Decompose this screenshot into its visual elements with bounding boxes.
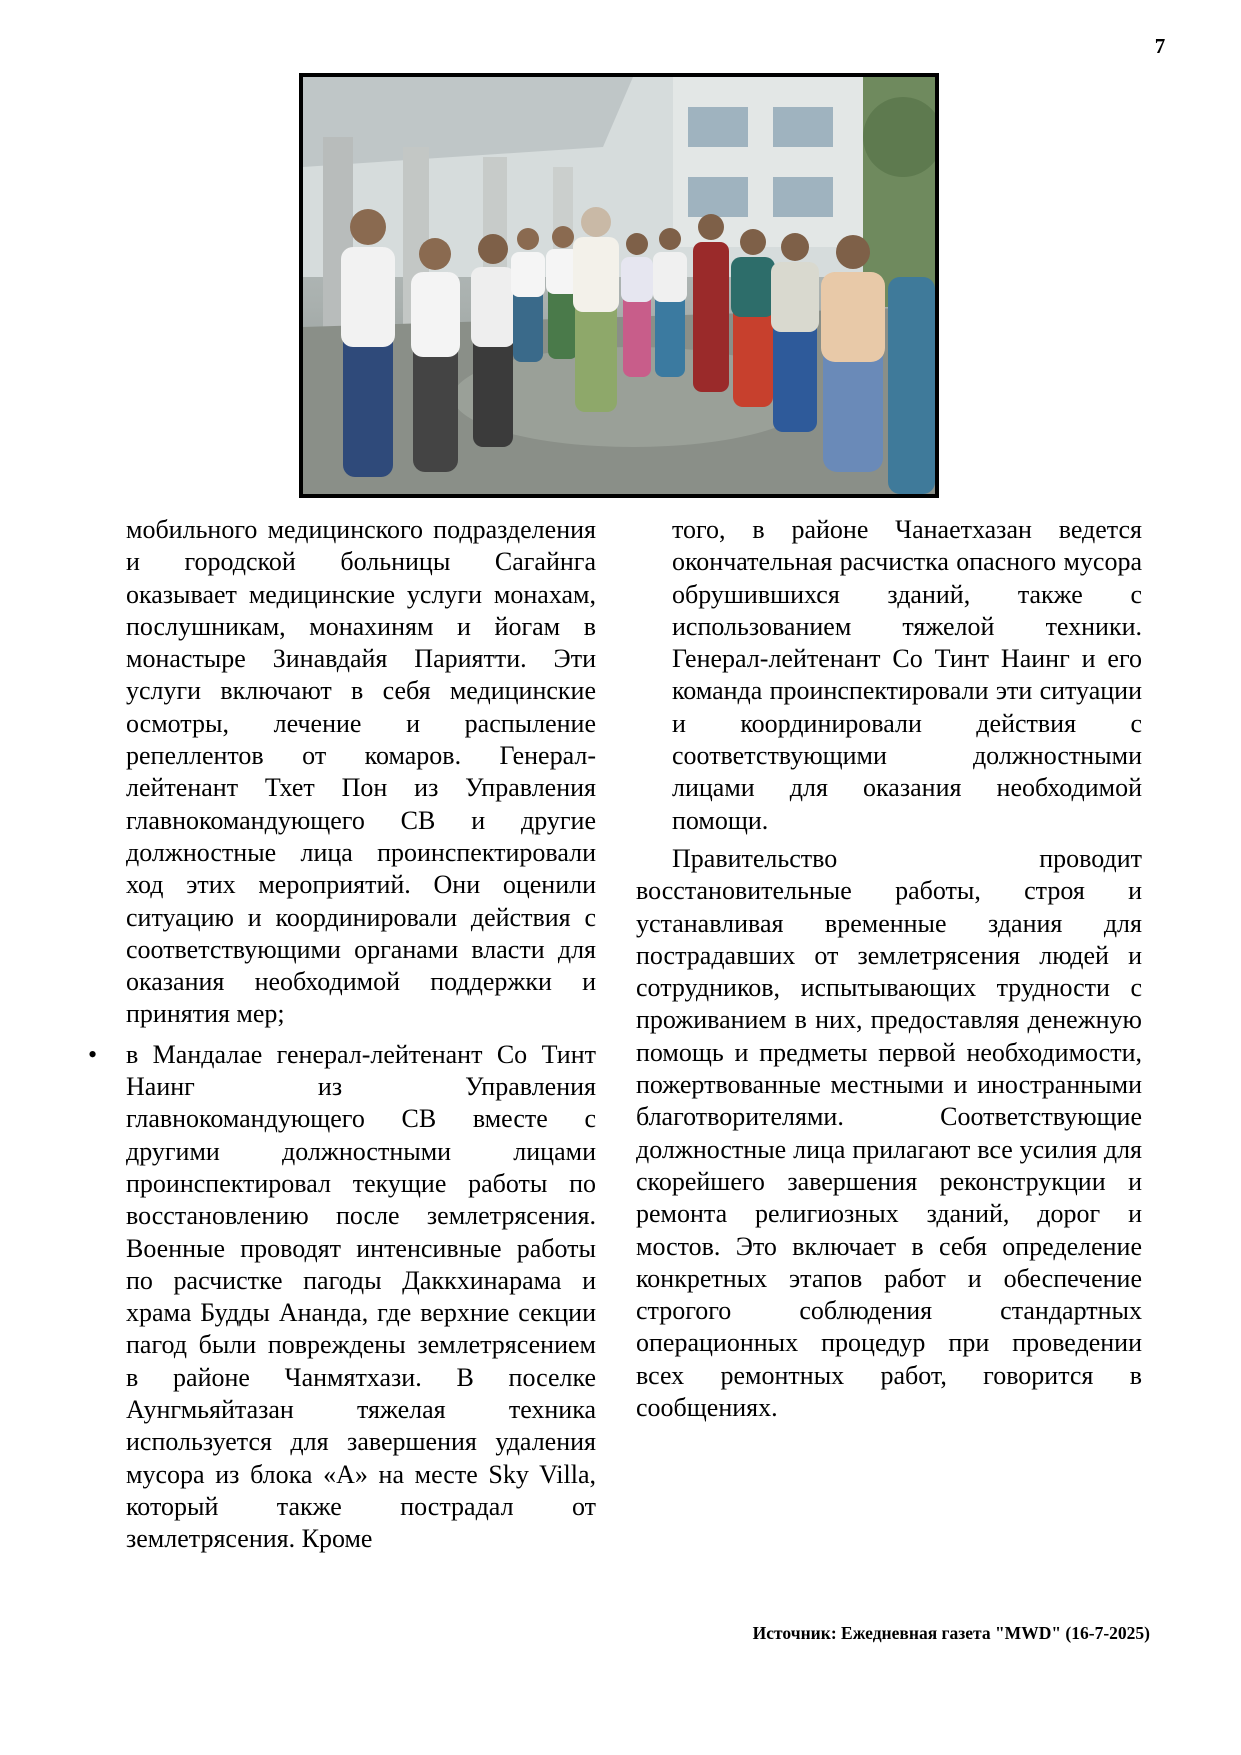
article-paragraph: мобильного медицинского подразделения и городской больницы Сагайнга оказывает медицинские услуги монахам, послушникам, монахиням и йогам в монастыре Зинавдайя Париятти. Эти услуги включают в себя медицинские осмотры, лечение и распыление репеллентов от комаров. Генерал-лейтенант Тхет Пон из Управления главнокомандующего СВ и другие должностные лица проинспектировали ход этих мероприятий. Они оценили ситуацию и координировали действия с соответствующими органами власти для оказания необходимой поддержки и принятия мер;	[126, 515, 596, 1029]
article-paragraph: Правительство проводит восстановительные работы, строя и устанавливая временные здания для пострадавших от землетрясения людей и сотрудников, испытывающих трудности с проживанием в них, предоставляя денежную помощь и предметы первой необходимости, пожертвованные местными и иностранными благотворителями. Соответствующие должностные лица прилагают все усилия для скорейшего завершения реконструкции и ремонта религиозных зданий, дорог и мостов. Это включает в себя определение конкретных этапов работ и обеспечение строгого соблюдения стандартных операционных процедур при проведении всех ремонтных работ, говорится в сообщениях.	[636, 843, 1142, 1423]
left-column	[88, 514, 596, 1556]
source-credit: Источник: Ежедневная газета "MWD" (16-7-2025)	[752, 1623, 1150, 1643]
photo-inspection-scene-icon	[303, 77, 935, 494]
right-column	[636, 514, 1142, 1424]
page-number: 7	[1154, 34, 1166, 58]
bullet-list-item	[88, 1039, 596, 1556]
article-paragraph-continued: того, в районе Чанаетхазан ведется окончательная расчистка опасного мусора обрушившихся зданий, также с использованием тяжелой техники. Генерал-лейтенант Со Тинт Наинг и его команда проинспектировали эти ситуации и координировали действия с соответствующими должностными лицами для оказания необходимой помощи.	[672, 515, 1142, 835]
bullet-text: в Мандалае генерал-лейтенант Со Тинт Наинг из Управления главнокомандующего СВ вместе с другими должностными лицами проинспектировал текущие работы по восстановлению после землетрясения. Военные проводят интенсивные работы по расчистке пагоды Даккхинарама и храма Будды Ананда, где верхние секции пагод были повреждены землетрясением в районе Чанмятхази. В поселке Аунгмьяйтазан тяжелая техника используется для завершения удаления мусора из блока «А» на месте Sky Villa, который также пострадал от землетрясения. Кроме	[126, 1039, 596, 1554]
news-photo	[299, 73, 939, 498]
bullet-icon: •	[88, 1039, 98, 1069]
